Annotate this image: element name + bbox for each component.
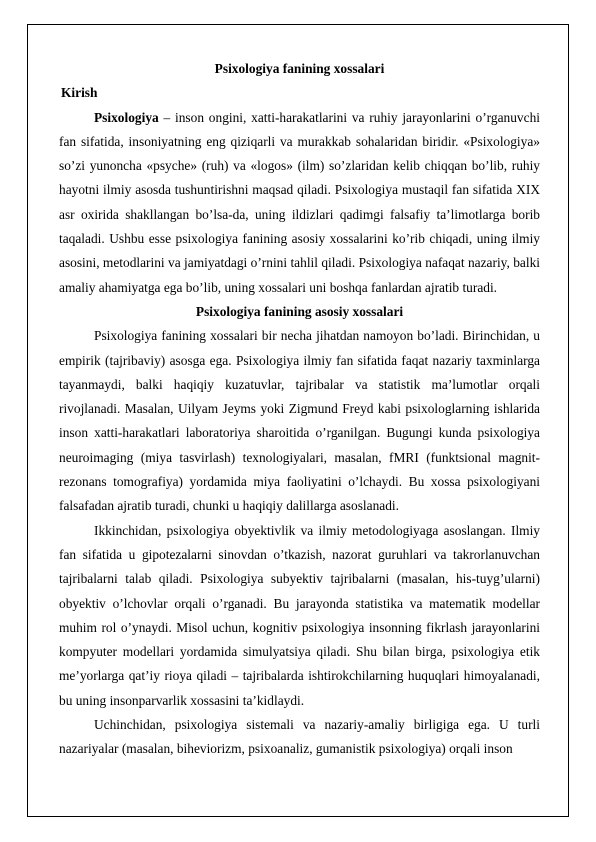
intro-heading: Kirish xyxy=(61,85,98,101)
document-body xyxy=(59,57,540,762)
intro-lead-term: Psixologiya xyxy=(94,109,159,125)
document-title: Psixologiya fanining xossalari xyxy=(214,61,385,76)
intro-text: – inson ongini, xatti-harakatlarini va ruhiy jarayonlarini o’rganuvchi fan sifatida, insoniyatning eng qiziqarli va murakkab sohalaridan biridir. «Psixologiya» so’zi yunoncha «psyche» (ruh) va «logos» (ilm) so’zlaridan kelib chiqqan bo’lib, ruhiy hayotni ilmiy asosda tushuntirishni maqsad qiladi. Psixologiya mustaqil fan sifatida XIX asr oxirida shakllangan bo’lsa-da, uning ildizlari qadimgi falsafiy ta’limotlarga borib taqaladi. Ushbu esse psixologiya fanining asosiy xossalarini ko’rib chiqadi, uning ilmiy asosini, metodlarini va jamiyatdagi o’rnini tahlil qiladi. Psixologiya nafaqat nazariy, balki amaliy ahamiyatga ega bo’lib, uning xossalari uni boshqa fanlardan ajratib turadi. xyxy=(59,109,540,295)
paragraph-3: Uchinchidan, psixologiya sistemali va nazariy-amaliy birligiga ega. U turli nazariyalar (masalan, biheviorizm, psixoanaliz, gumanistik psixologiya) orqali inson xyxy=(59,717,540,757)
section-heading: Psixologiya fanining asosiy xossalari xyxy=(195,303,404,319)
intro-paragraph xyxy=(59,106,540,300)
paragraph-1: Psixologiya fanining xossalari bir necha jihatdan namoyon bo’ladi. Birinchidan, u empirik (tajribaviy) asosga ega. Psixologiya ilmiy fan sifatida faqat nazariy taxminlarga tayanmaydi, balki haqiqiy kuzatuvlar, tajribalar va statistik ma’lumotlar orqali rivojlanadi. Masalan, Uilyam Jeyms yoki Zigmund Freyd kabi psixologlarning ishlarida inson xatti-harakatlari laboratoriya sharoitida o’rganilgan. Bugungi kunda psixologiya neuroimaging (miya tasvirlash) texnologiyalari, masalan, fMRI (funktsional magnit-rezonans tomografiya) yordamida miya faoliyatini o’lchaydi. Bu xossa psixologiyani falsafadan ajratib turadi, chunki u haqiqiy dalillarga asoslanadi. xyxy=(59,328,540,514)
paragraph-2: Ikkinchidan, psixologiya obyektivlik va ilmiy metodologiyaga asoslangan. Ilmiy fan sifatida u gipotezalarni sinovdan o’tkazish, nazorat guruhlari va takrorlanuvchan tajribalarni talab qiladi. Psixologiya subyektiv tajribalarni (masalan, his-tuyg’ularni) obyektiv o’lchovlar orqali o’rganadi. Bu jarayonda statistika va matematik modellar muhim rol o’ynaydi. Misol uchun, kognitiv psixologiya insonning fikrlash jarayonlarini kompyuter modellari yordamida simulyatsiya qiladi. Shu bilan birga, psixologiya etik me’yorlarga qat’iy rioya qiladi – tajribalarda ishtirokchilarning huquqlari himoyalanadi, bu uning insonparvarlik xossasini ta’kidlaydi. xyxy=(59,522,540,708)
